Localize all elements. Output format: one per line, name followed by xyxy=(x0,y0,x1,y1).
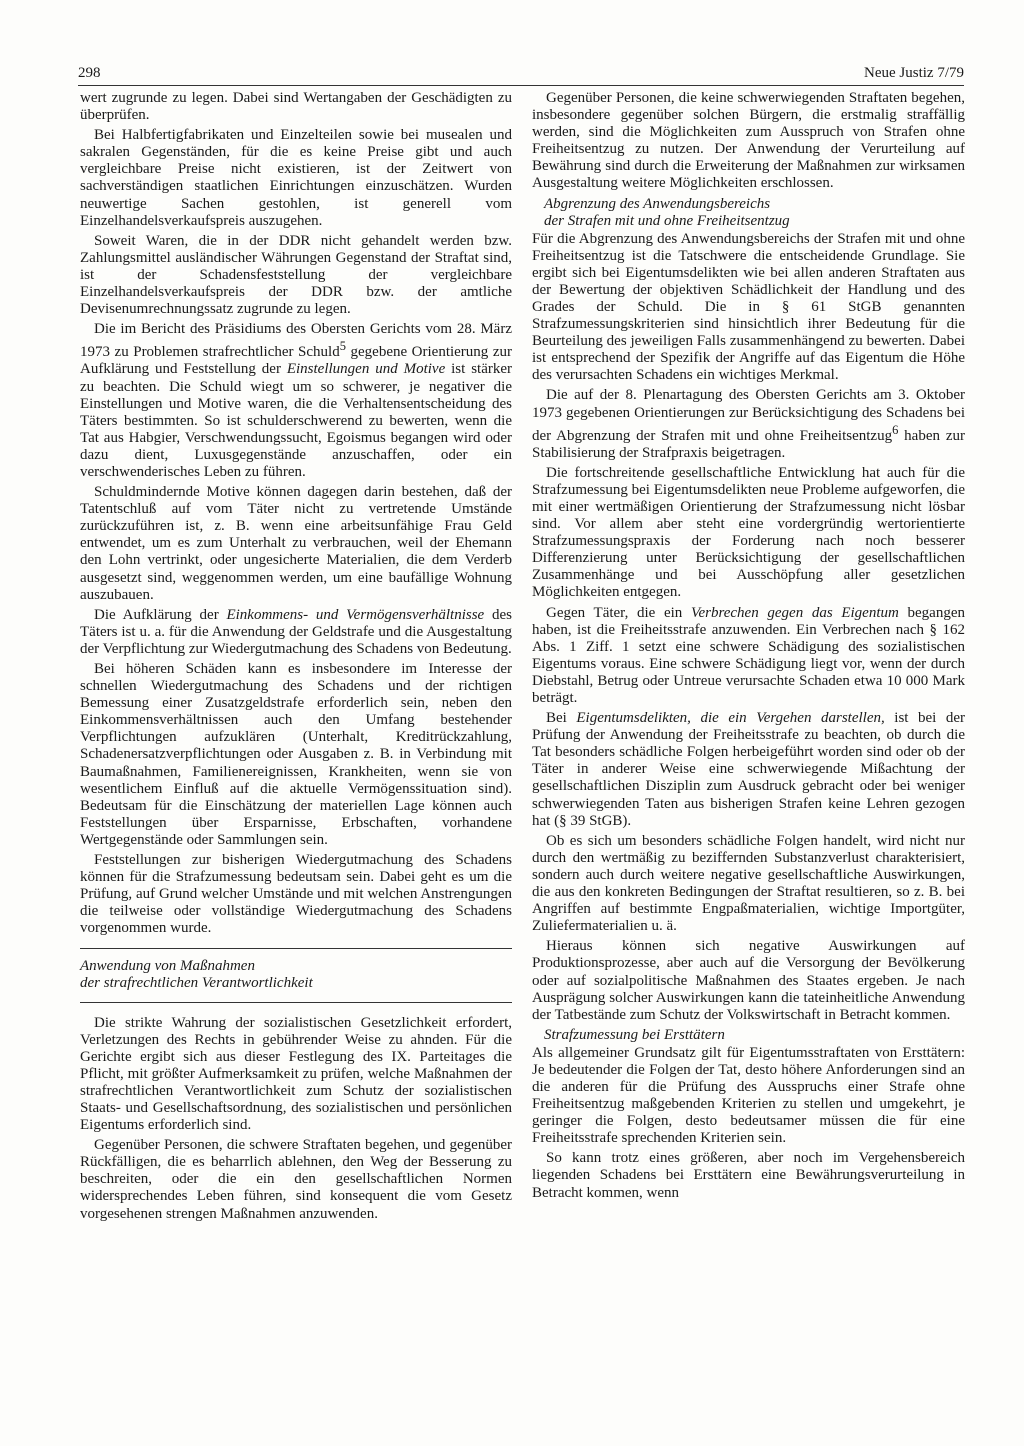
emphasis: Verbrechen gegen das Eigentum xyxy=(690,604,899,621)
left-column xyxy=(80,90,512,1226)
paragraph xyxy=(532,387,965,461)
paragraph: Bei höheren Schäden kann es insbesondere im Interesse der schnellen Wiedergutmachung des Schadens und der richtigen Bemessung einer Zusatzgeldstrafe erforderlich sein, neben den Einkommensverhältnissen auch den Umfang bestehender Verpflichtungen aufzuklären (Unterhalt, Kreditrückzahlung, Schadenersatzverpflichtungen oder Ausgaben z. B. in Verbindung mit Baumaßnahmen, Familienereignissen, Krankheiten, wenn sie von wesentlichem Einfluß auf die aktuelle Vermögenssituation sind). Bedeutsam für die Einschätzung der materiellen Lage können auch Feststellungen über Ersparnisse, Erbschaften, vorhandene Wertgegenstände oder Sammlungen sein. xyxy=(80,661,512,848)
paragraph: Soweit Waren, die in der DDR nicht gehandelt werden bzw. Zahlungsmittel ausländischer Währungen Gegenstand der Straftat sind, ist der Schadensfeststellung der vergleichbare Einzelhandelsverkaufspreis der DDR bzw. der amtliche Devisenumrechnungssatz zugrunde zu legen. xyxy=(80,232,512,318)
text-run: des Täters ist u. a. für die Anwendung der Geldstrafe und die Ausgestaltung der Verpflichtung zur Wiedergutmachung des Schadens von Bedeutung. xyxy=(80,606,512,657)
page-number: 298 xyxy=(78,65,101,81)
paragraph: Die fortschreitende gesellschaftliche Entwicklung hat auch für die Strafzumessung bei Eigentumsdelikten neue Probleme aufgeworfen, die mit einer wertmäßigen Orientierung der Strafzumessung nicht lösbar sind. Vor allem aber steht eine vordergründig wertorientierte Strafzumessungspraxis der Forderung nach noch besserer Differenzierung unter Berücksichtigung der gesellschaftlichen Zusammenhänge und bei Ausschöpfung aller gesetzlichen Möglichkeiten entgegen. xyxy=(532,464,965,601)
footnote-ref: 6 xyxy=(892,422,899,437)
emphasis: Eigentumsdelikten, die ein Vergehen darstellen, xyxy=(576,710,885,727)
paragraph: Ob es sich um besonders schädliche Folgen handelt, wird nicht nur durch den wertmäßig zu beziffernden Substanzverlust charakterisiert, sondern auch durch weitere negative gesellschaftliche Auswirkungen, die aus den konkreten Bedingungen der Straftat resultieren, so z. B. bei Angriffen auf bestimmte Engpaßmaterialien, wichtige Importgüter, Zuliefermaterialien u. ä. xyxy=(532,832,965,935)
text-run: Die auf der 8. Plenartagung des Obersten Gerichts am 3. Oktober 1973 gegebenen Orientierungen zur Berücksichtigung des Schadens bei der Abgrenzung der Strafen mit und ohne Freiheitsentzug xyxy=(532,387,965,444)
paragraph: Für die Abgrenzung des Anwendungsbereichs der Strafen mit und ohne Freiheitsentzug ist die Tatschwere die entscheidende Grundlage. Sie ergibt sich bei Eigentumsdelikten wie bei allen anderen Straftaten aus der Bewertung der objektiven Schädlichkeit der Handlung und des Grades der Schuld. Die in § 61 StGB genannten Strafzumessungskriterien sind hinsichtlich ihrer Bedeutung für die Beurteilung des jeweiligen Falls zusammenhängend zu bewerten. Dabei ist entsprechend der Spezifik der Angriffe auf das Eigentum die Höhe des verursachten Schadens ein wichtiges Merkmal. xyxy=(532,230,965,384)
text-run: begangen haben, ist die Freiheitsstrafe anzuwenden. Ein Verbrechen nach § 162 Abs. 1 Ziff. 1 setzt eine schwere Schädigung des sozialistischen Eigentums voraus. Eine schwere Schädigung liegt vor, wenn der durch Diebstahl, Betrug oder Untreue verursachte Schaden etwa 10 000 Mark beträgt. xyxy=(532,604,965,706)
text-run: ist bei der Prüfung der Anwendung der Freiheitsstrafe zu beachten, ob durch die Tat besonders schädliche Folgen herbeigeführt worden sind oder ob der Täter in anderer Weise eine schwerwiegende Mißachtung der gesellschaftlichen Disziplin zum Ausdruck gebracht oder bei weniger schwerwiegenden Taten aus bisherigen Strafen keine Lehren gezogen hat (§ 39 StGB). xyxy=(532,710,965,829)
paragraph xyxy=(80,607,512,658)
text-run: ist stärker zu beachten. Die Schuld wiegt um so schwerer, je negativer die Einstellungen und Motive waren, die die Verhaltensentscheidung des Täters bestimmten. So ist schulderschwerend zu bewerten, wenn die Tat aus Habgier, Verschwendungssucht, Egoismus begangen wird oder dazu dient, Luxusgegenstände anzuschaffen, oder ein verschwenderisches Leben zu führen. xyxy=(80,361,512,480)
page-header xyxy=(78,60,964,86)
paragraph: Als allgemeiner Grundsatz gilt für Eigentumsstraftaten von Ersttätern: Je bedeutender die Folgen der Tat, desto höhere Anforderungen sind an die anderen für die Prüfung des Ausspruchs einer Strafe ohne Freiheitsentzug maßgebenden Kriterien zu stellen und umgekehrt, je geringer die Folgen, desto bedeutsamer müssen die für eine Freiheitsstrafe sprechenden Kriterien sein. xyxy=(532,1044,965,1147)
right-column xyxy=(532,90,965,1205)
subheading xyxy=(532,196,965,230)
text-run: Gegen Täter, die ein xyxy=(546,604,691,621)
text-run: Bei xyxy=(546,710,577,727)
emphasis: Einstellungen und Motive xyxy=(286,361,446,378)
paragraph: Die strikte Wahrung der sozialistischen Gesetzlichkeit erfordert, Verletzungen des Rechts in gebührender Weise zu ahnden. Für die Gerichte ergibt sich aus dieser Festlegung des IX. Parteitages die Pflicht, mit größter Aufmerksamkeit zu prüfen, welche Maßnahmen der strafrechtlichen Verantwortlichkeit zum Schutz der sozialistischen Staats- und Gesellschaftsordnung, des sozialistischen und persönlichen Eigentums erforderlich sind. xyxy=(80,1014,512,1134)
text-run: Die Aufklärung der xyxy=(94,606,227,623)
paragraph: Schuldmindernde Motive können dagegen darin bestehen, daß der Tatentschluß auf vom Täter nicht zu vertretende Umstände zurückzuführen ist, z. B. wenn eine arbeitsunfähige Frau Geld entwendet, um es zum Unterhalt zu verbrauchen, weil der Ehemann den Lohn vertrinkt, oder ungesicherte Materialien, die dem Verderb ausgesetzt sind, weggenommen werden, um eine baufällige Wohnung auszubauen. xyxy=(80,484,512,603)
text-run: haben zur Stabilisierung der Strafpraxis beigetragen. xyxy=(532,427,966,461)
paragraph: Gegenüber Personen, die schwere Straftaten begehen, und gegenüber Rückfälligen, die es beharrlich ablehnen, den Weg der Besserung zu beschreiten, oder die ein den gesellschaftlichen Normen widersprechendes Leben führen, sind konsequent die vom Gesetz vorgesehenen strengen Maßnahmen anzuwenden. xyxy=(80,1137,512,1222)
paragraph: wert zugrunde zu legen. Dabei sind Wertangaben der Geschädigten zu überprüfen. xyxy=(80,90,512,124)
text-run: Die im Bericht des Präsidiums des Obersten Gerichts vom 28. März 1973 zu Problemen strafrechtlicher Schuld xyxy=(80,321,512,361)
spacer xyxy=(80,1003,512,1015)
footnote-ref: 5 xyxy=(339,339,346,354)
paragraph: So kann trotz eines größeren, aber noch im Vergehensbereich liegenden Schadens bei Ersttätern eine Bewährungsverurteilung in Betracht kommen, wenn xyxy=(532,1150,965,1201)
section-heading-line: Anwendung von Maßnahmen xyxy=(80,957,255,974)
emphasis: Einkommens- und Vermögensverhältnisse xyxy=(226,606,485,623)
section-heading-line: der strafrechtlichen Verantwortlichkeit xyxy=(80,974,313,991)
text-run: gegebene Orientierung zur Aufklärung und Feststellung der xyxy=(80,344,512,378)
subheading-line: Abgrenzung des Anwendungsbereichs xyxy=(544,195,771,212)
paragraph: Feststellungen zur bisherigen Wiedergutmachung des Schadens können für die Strafzumessung bedeutsam sein. Dabei geht es um die Prüfung, auf Grund welcher Umstände und mit welchen Anstrengungen die teilweise oder vollständige Wiedergutmachung des Schadens vorgenommen wurde. xyxy=(80,852,512,937)
paragraph: Bei Halbfertigfabrikaten und Einzelteilen sowie bei musealen und sakralen Gegenständen, für die es keine Preise gibt und auch vergleichbare Preise nicht existieren, ist der Zeitwert von sachverständigen staatlichen Einrichtungen einzuschätzen. Wurden neuwertige Sachen gestohlen, ist generell vom Einzelhandelsverkaufspreis auszugehen. xyxy=(80,127,512,229)
paragraph: Gegenüber Personen, die keine schwerwiegenden Straftaten begehen, insbesondere gegenüber solchen Bürgern, die erstmalig straffällig werden, sind die Möglichkeiten zum Ausspruch von Strafen ohne Freiheitsentzug zu nutzen. Der Anwendung der Verurteilung auf Bewährung sind durch die Erweiterung der Maßnahmen zur wirksamen Ausgestaltung weitere Möglichkeiten erschlossen. xyxy=(532,90,965,192)
paragraph xyxy=(532,605,965,708)
paragraph: Hieraus können sich negative Auswirkungen auf Produktionsprozesse, aber auch auf die Versorgung der Bevölkerung oder auf sozialpolitische Maßnahmen des Staates ergeben. Je nach Ausprägung solcher Auswirkungen kann die tateinheitliche Anwendung der Tatbestände zum Schutz der Volkswirtschaft in Betracht kommen. xyxy=(532,938,965,1023)
section-heading xyxy=(80,948,512,1003)
journal-issue: Neue Justiz 7/79 xyxy=(864,65,964,81)
paragraph xyxy=(80,321,512,481)
subheading: Strafzumessung bei Ersttätern xyxy=(544,1026,725,1043)
paragraph xyxy=(532,710,965,830)
subheading-line: der Strafen mit und ohne Freiheitsentzug xyxy=(544,212,790,229)
